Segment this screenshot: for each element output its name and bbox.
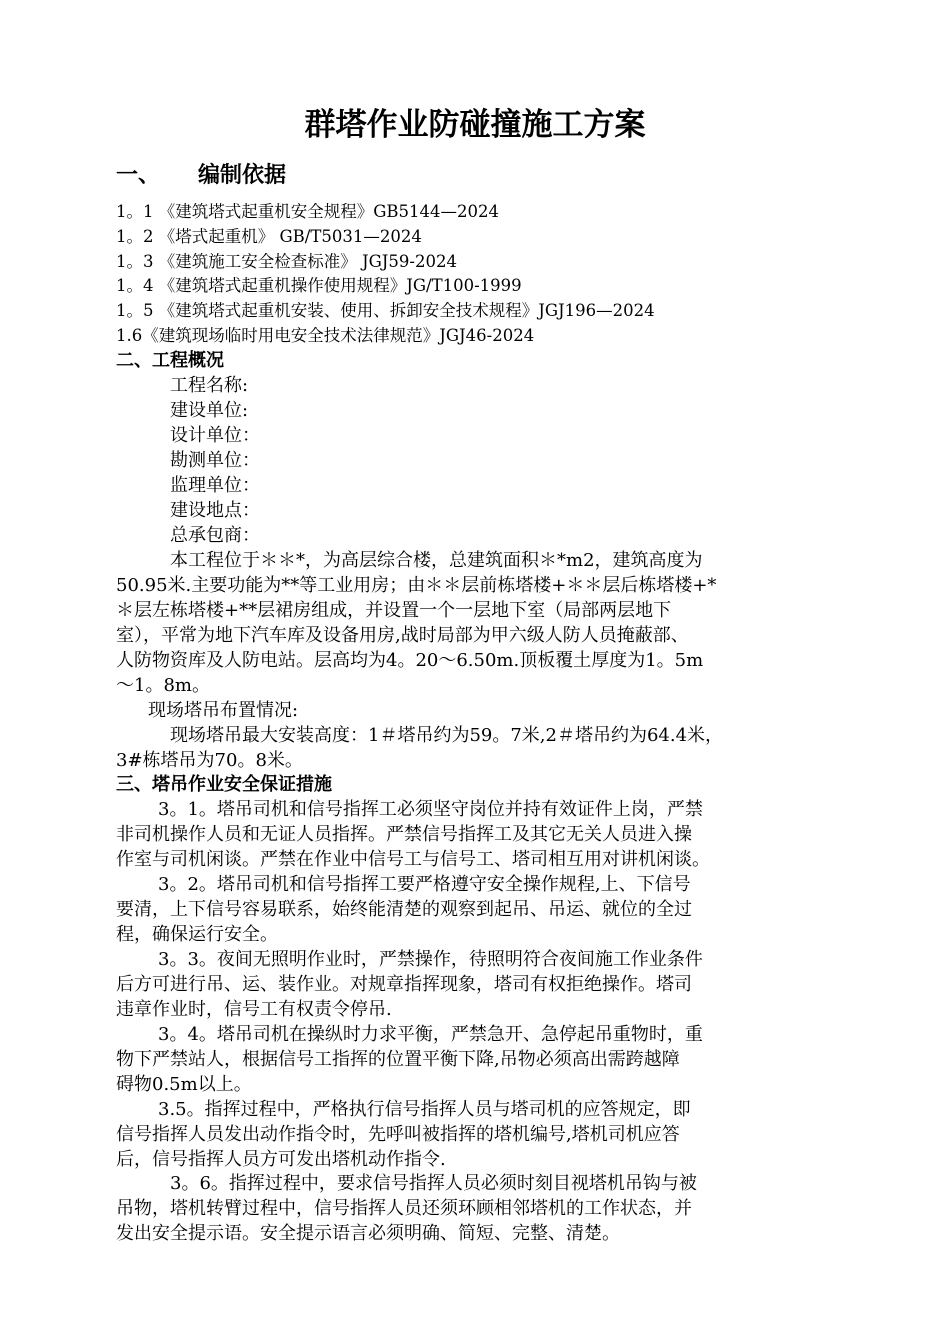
overview-text-line: 室），平常为地下汽车库及设备用房,战时局部为甲六级人防人员掩蔽部、: [116, 625, 689, 646]
crane-layout-heading: 现场塔吊布置情况:: [148, 700, 299, 721]
measure-text-line: 后方可进行吊、运、装作业。对规章指挥现象，塔司有权拒绝操作。塔司: [116, 974, 692, 995]
project-field: 勘测单位：: [170, 450, 260, 471]
crane-text-line: 现场塔吊最大安装高度：1＃塔吊约为59。7米,2＃塔吊约为64.4米，: [170, 725, 724, 746]
project-field: 监理单位：: [170, 475, 260, 496]
measure-text-line: 违章作业时，信号工有权责令停吊.: [116, 999, 392, 1020]
section-2-heading: 二、工程概况: [116, 350, 224, 371]
reference-item: 1。4 《建筑塔式起重机操作使用规程》JG/T100-1999: [116, 276, 522, 295]
measure-text-line: 3。6。指挥过程中，要求信号指挥人员必须时刻目视塔机吊钩与被: [170, 1173, 697, 1194]
overview-text-line: 本工程位于＊＊*，为高层综合楼，总建筑面积＊*m2，建筑高度为: [170, 550, 703, 571]
measure-text-line: 3。2。塔吊司机和信号指挥工要严格遵守安全操作规程,上、下信号: [158, 874, 691, 895]
measure-text-line: 碍物0.5m以上。: [116, 1074, 252, 1095]
measure-text-line: 作室与司机闲谈。严禁在作业中信号工与信号工、塔司相互用对讲机闲谈。: [116, 849, 710, 870]
measure-text-line: 吊物，塔机转臂过程中，信号指挥人员还须环顾相邻塔机的工作状态，并: [116, 1198, 692, 1219]
section-1-title: 编制依据: [198, 162, 287, 188]
section-1-number: 一、: [116, 162, 161, 188]
reference-item: 1。1 《建筑塔式起重机安全规程》GB5144—2024: [116, 202, 500, 221]
reference-item: 1。5 《建筑塔式起重机安装、使用、拆卸安全技术规程》JGJ196—2024: [116, 301, 655, 320]
document-title: 群塔作业防碰撞施工方案: [304, 107, 646, 143]
measure-text-line: 3。4。塔吊司机在操纵时力求平衡，严禁急开、急停起吊重物时，重: [158, 1024, 703, 1045]
crane-text-line: 3#栋塔吊为70。8米。: [116, 750, 303, 771]
reference-item: 1.6《建筑现场临时用电安全技术法律规范》JGJ46-2024: [116, 326, 535, 345]
reference-item: 1。2 《塔式起重机》 GB/T5031—2024: [116, 227, 422, 246]
measure-text-line: 程，确保运行安全。: [116, 924, 278, 945]
overview-text-line: 50.95米.主要功能为**等工业用房；由＊＊层前栋塔楼+＊＊层后栋塔楼+*: [116, 575, 717, 596]
measure-text-line: 后，信号指挥人员方可发出塔机动作指令.: [116, 1149, 446, 1170]
project-field: 建设地点：: [170, 500, 260, 521]
measure-text-line: 非司机操作人员和无证人员指挥。严禁信号指挥工及其它无关人员进入操: [116, 824, 692, 845]
project-field: 设计单位：: [170, 425, 260, 446]
section-1-heading: [116, 157, 286, 193]
project-field: 总承包商：: [170, 525, 260, 546]
project-field: 工程名称:: [170, 375, 249, 396]
overview-text-line: ＊层左栋塔楼+**层裙房组成，并设置一个一层地下室（局部两层地下: [116, 600, 672, 621]
overview-text-line: 人防物资库及人防电站。层高均为4。20～6.50m.顶板覆土厚度为1。5m: [116, 650, 704, 671]
measure-text-line: 要清，上下信号容易联系，始终能清楚的观察到起吊、吊运、就位的全过: [116, 899, 692, 920]
measure-text-line: 信号指挥人员发出动作指令时，先呼叫被指挥的塔机编号,塔机司机应答: [116, 1124, 680, 1145]
measure-text-line: 发出安全提示语。安全提示语言必须明确、简短、完整、清楚。: [116, 1223, 620, 1244]
measure-text-line: 3。1。塔吊司机和信号指挥工必须坚守岗位并持有效证件上岗，严禁: [158, 799, 703, 820]
project-field: 建设单位:: [170, 400, 249, 421]
overview-text-line: ～1。8m。: [116, 675, 210, 696]
reference-item: 1。3 《建筑施工安全检查标准》 JGJ59-2024: [116, 252, 457, 271]
measure-text-line: 物下严禁站人，根据信号工指挥的位置平衡下降,吊物必须高出需跨越障: [116, 1049, 680, 1070]
section-3-heading: 三、塔吊作业安全保证措施: [116, 774, 332, 795]
measure-text-line: 3.5。指挥过程中，严格执行信号指挥人员与塔司机的应答规定，即: [158, 1099, 691, 1120]
measure-text-line: 3。3。夜间无照明作业时，严禁操作，待照明符合夜间施工作业条件: [158, 949, 703, 970]
